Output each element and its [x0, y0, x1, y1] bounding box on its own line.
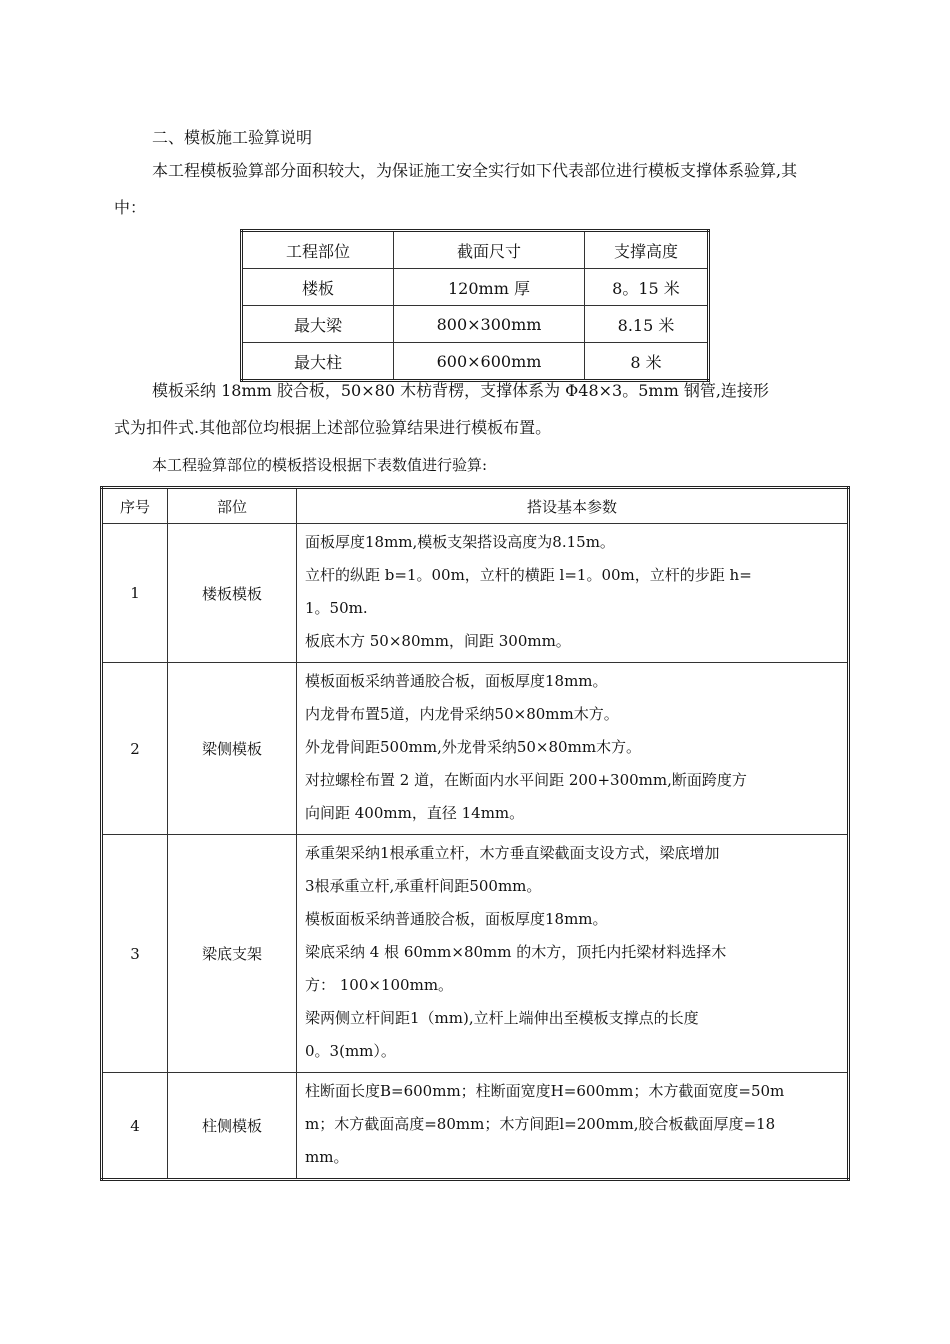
parameter-line: 外龙骨间距500mm,外龙骨采纳50×80mm木方。 — [305, 738, 642, 756]
table-cell: 8 米 — [585, 343, 709, 381]
parameter-line: 对拉螺栓布置 2 道，在断面内水平间距 200+300mm,断面跨度方 — [305, 771, 747, 789]
parameter-line: 向间距 400mm，直径 14mm。 — [305, 804, 525, 822]
row-number: 2 — [102, 663, 168, 835]
table-row — [242, 269, 709, 306]
parameter-line: 方： 100×100mm。 — [305, 976, 454, 994]
row-number: 4 — [102, 1073, 168, 1180]
header-cell: 工程部位 — [242, 231, 394, 269]
row-part: 梁底支架 — [168, 835, 297, 1073]
row-part: 梁侧模板 — [168, 663, 297, 835]
parameter-line: 内龙骨布置5道，内龙骨采纳50×80mm木方。 — [305, 705, 619, 723]
table-row — [242, 343, 709, 381]
table-header-row — [102, 488, 849, 524]
parameter-line: 梁底采纳 4 根 60mm×80mm 的木方，顶托内托梁材料选择木 — [305, 943, 727, 961]
table-cell: 最大梁 — [242, 306, 394, 343]
parameter-line: 3根承重立杆,承重杆间距500mm。 — [305, 877, 542, 895]
parameter-line: 梁两侧立杆间距1（mm),立杆上端伸出至模板支撑点的长度 — [305, 1009, 699, 1027]
intro-line-2: 中： — [114, 198, 147, 217]
table-row — [102, 524, 849, 663]
table-row — [102, 835, 849, 1073]
table-cell: 800×300mm — [394, 306, 585, 343]
table-cell: 8.15 米 — [585, 306, 709, 343]
header-cell: 序号 — [102, 488, 168, 524]
table-cell: 8。15 米 — [585, 269, 709, 306]
parameter-line: mm。 — [305, 1148, 349, 1166]
parameter-line: 面板厚度18mm,模板支架搭设高度为8.15m。 — [305, 533, 615, 551]
table2-note: 本工程验算部位的模板搭设根据下表数值进行验算: — [152, 456, 488, 474]
intro-line-1: 本工程模板验算部分面积较大，为保证施工安全实行如下代表部位进行模板支撑体系验算,其 — [152, 161, 798, 180]
parameter-line: 1。50m. — [305, 599, 368, 617]
table-cell: 600×600mm — [394, 343, 585, 381]
dimension-table — [240, 229, 710, 382]
description-line-2: 式为扣件式.其他部位均根据上述部位验算结果进行模板布置。 — [114, 418, 552, 437]
parameter-line: 板底木方 50×80mm，间距 300mm。 — [305, 632, 571, 650]
row-parameters — [297, 835, 849, 1073]
description-line-1: 模板采纳 18mm 胶合板，50×80 木枋背楞，支撑体系为 Φ48×3。5mm 钢管,连接形 — [152, 381, 769, 400]
table-cell: 楼板 — [242, 269, 394, 306]
parameter-line: 承重架采纳1根承重立杆，木方垂直梁截面支设方式，梁底增加 — [305, 844, 720, 862]
row-parameters — [297, 1073, 849, 1180]
parameter-line: 柱断面长度B=600mm；柱断面宽度H=600mm；木方截面宽度=50m — [305, 1082, 785, 1100]
table-header-row — [242, 231, 709, 269]
table-row — [102, 663, 849, 835]
row-part: 楼板模板 — [168, 524, 297, 663]
row-number: 1 — [102, 524, 168, 663]
parameter-line: 模板面板采纳普通胶合板，面板厚度18mm。 — [305, 672, 608, 690]
row-parameters — [297, 663, 849, 835]
row-number: 3 — [102, 835, 168, 1073]
header-cell: 搭设基本参数 — [297, 488, 849, 524]
parameter-line: 立杆的纵距 b=1。00m，立杆的横距 l=1。00m，立杆的步距 h= — [305, 566, 752, 584]
parameter-line: 模板面板采纳普通胶合板，面板厚度18mm。 — [305, 910, 608, 928]
table-cell: 120mm 厚 — [394, 269, 585, 306]
parameter-line: 0。3(mm）。 — [305, 1042, 396, 1060]
header-cell: 部位 — [168, 488, 297, 524]
table-cell: 最大柱 — [242, 343, 394, 381]
header-cell: 支撑高度 — [585, 231, 709, 269]
table-row — [242, 306, 709, 343]
section-heading: 二、模板施工验算说明 — [152, 128, 313, 147]
parameter-line: m；木方截面高度=80mm；木方间距l=200mm,胶合板截面厚度=18 — [305, 1115, 776, 1133]
header-cell: 截面尺寸 — [394, 231, 585, 269]
table-row — [102, 1073, 849, 1180]
row-part: 柱侧模板 — [168, 1073, 297, 1180]
row-parameters — [297, 524, 849, 663]
parameter-table — [100, 486, 850, 1181]
